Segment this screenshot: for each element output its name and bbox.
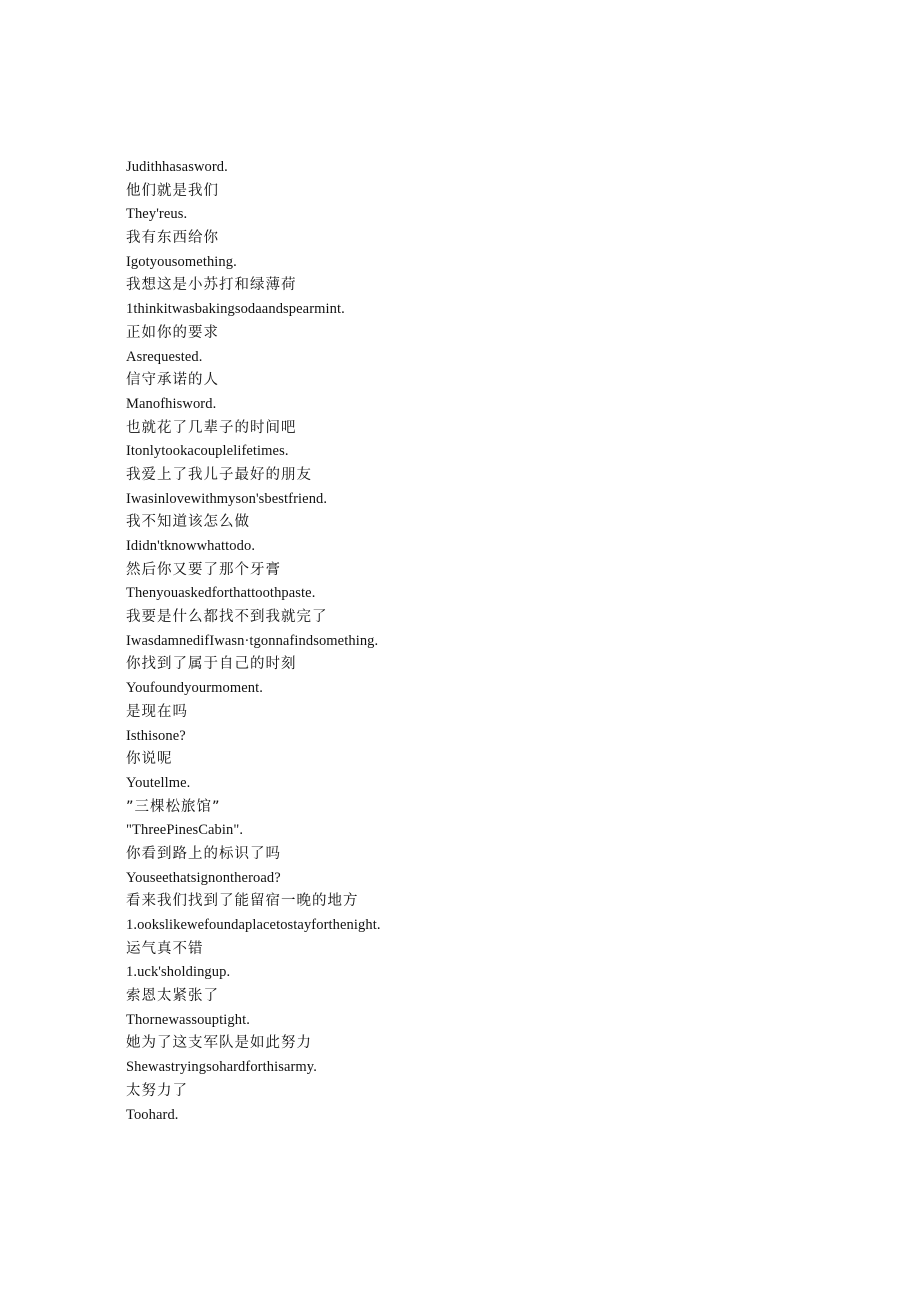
subtitle-lines: [126, 156, 381, 1127]
english-subtitle-line: Isthisone?: [126, 727, 186, 744]
english-subtitle-line: They'reus.: [126, 206, 188, 223]
chinese-subtitle-line: 看来我们找到了能留宿一晚的地方: [126, 893, 359, 910]
english-subtitle-line: Shewastryingsohardforthisarmy.: [126, 1059, 317, 1076]
chinese-subtitle-line: 正如你的要求: [126, 324, 219, 341]
english-subtitle-line: Youtellme.: [126, 774, 191, 791]
chinese-subtitle-line: ”三棵松旅馆”: [126, 798, 221, 815]
english-subtitle-line: "ThreePinesCabin".: [126, 822, 244, 839]
chinese-subtitle-line: 我要是什么都找不到我就完了: [126, 609, 328, 626]
english-subtitle-line: Ididn'tknowwhattodo.: [126, 538, 256, 554]
english-subtitle-line: Igotyousomething.: [126, 253, 237, 270]
chinese-subtitle-line: 我有东西给你: [126, 230, 219, 247]
english-subtitle-line: Youfoundyourmoment.: [126, 680, 263, 697]
english-subtitle-line: 1thinkitwasbakingsodaandspearmint.: [126, 301, 345, 318]
chinese-subtitle-line: 你找到了属于自己的时刻: [126, 656, 297, 673]
chinese-subtitle-line: 然后你又要了那个牙膏: [126, 561, 281, 578]
chinese-subtitle-line: 你说呢: [126, 751, 173, 768]
english-subtitle-line: 1.uck'sholdingup.: [126, 964, 231, 981]
english-subtitle-line: IwasdamnedifIwasn·tgonnafindsomething.: [126, 632, 379, 649]
chinese-subtitle-line: 我想这是小苏打和绿薄荷: [126, 277, 297, 294]
chinese-subtitle-line: 他们就是我们: [126, 182, 219, 199]
chinese-subtitle-line: 她为了这支军队是如此努力: [126, 1035, 312, 1052]
chinese-subtitle-line: 索恩太紧张了: [126, 988, 219, 1005]
chinese-subtitle-line: 我不知道该怎么做: [126, 514, 250, 531]
chinese-subtitle-line: 太努力了: [126, 1082, 188, 1099]
english-subtitle-line: Judithhasasword.: [126, 159, 228, 175]
english-subtitle-line: Toohard.: [126, 1106, 179, 1123]
chinese-subtitle-line: 你看到路上的标识了吗: [126, 845, 281, 862]
english-subtitle-line: 1.ookslikewefoundaplacetostayforthenight.: [126, 917, 381, 933]
english-subtitle-line: Thenyouaskedforthattoothpaste.: [126, 585, 316, 602]
chinese-subtitle-line: 信守承诺的人: [126, 372, 219, 389]
english-subtitle-line: Thornewassouptight.: [126, 1011, 250, 1028]
chinese-subtitle-line: 是现在吗: [126, 703, 188, 720]
chinese-subtitle-line: 也就花了几辈子的时间吧: [126, 419, 297, 436]
english-subtitle-line: Manofhisword.: [126, 395, 217, 412]
english-subtitle-line: Youseethatsignontheroad?: [126, 869, 281, 886]
english-subtitle-line: Itonlytookacouplelifetimes.: [126, 443, 289, 460]
chinese-subtitle-line: 我爱上了我儿子最好的朋友: [126, 466, 312, 483]
english-subtitle-line: Asrequested.: [126, 348, 203, 365]
english-subtitle-line: Iwasinlovewithmyson'sbestfriend.: [126, 490, 328, 507]
chinese-subtitle-line: 运气真不错: [126, 940, 204, 957]
